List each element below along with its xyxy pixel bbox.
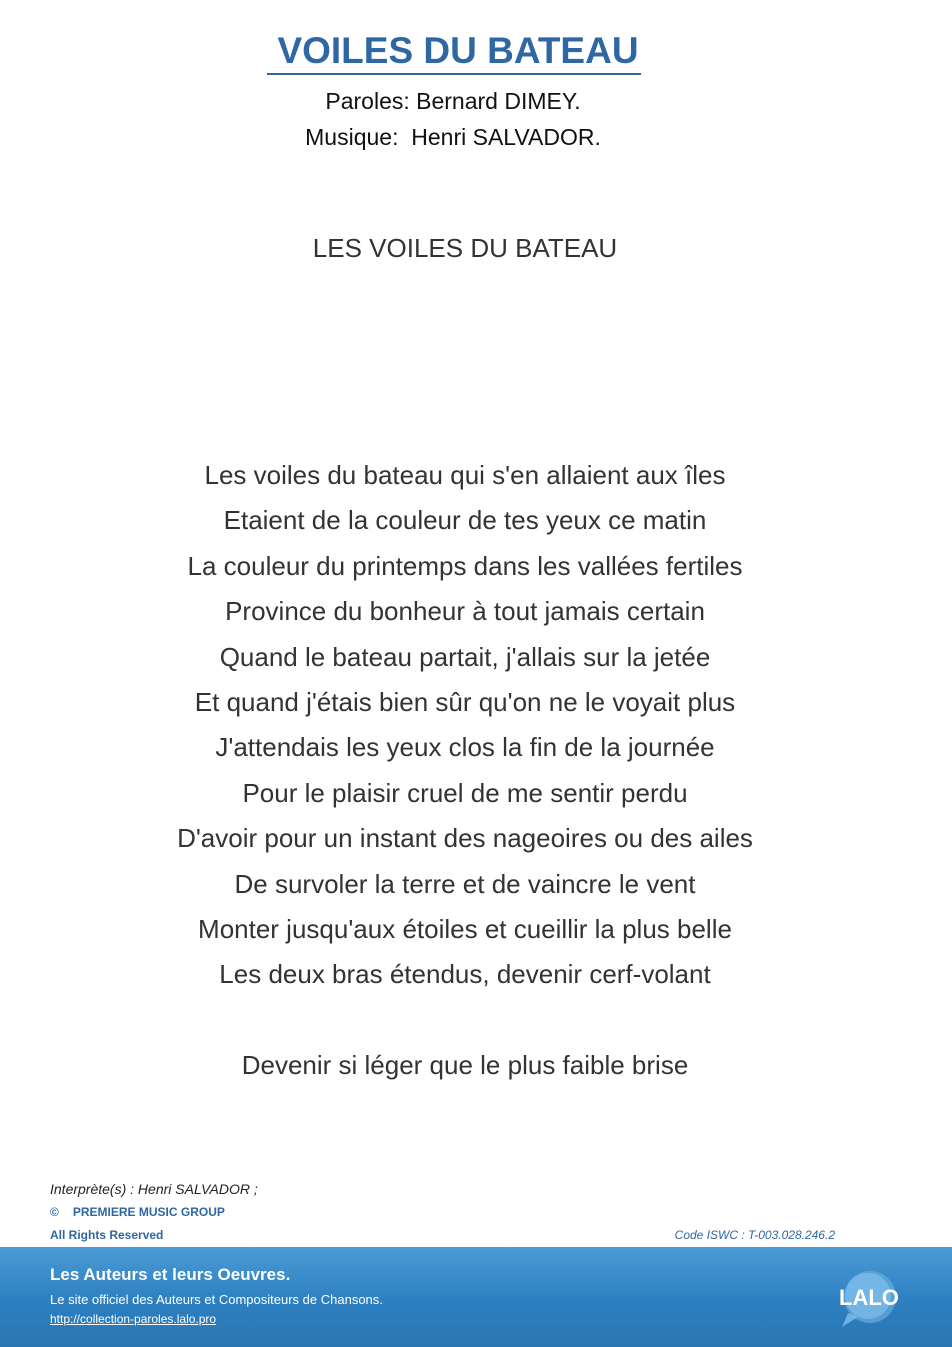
publisher-name: PREMIERE MUSIC GROUP — [72, 1205, 225, 1219]
interpreter-credit: Interprète(s) : Henri SALVADOR ; — [50, 1181, 258, 1197]
composer-credit: Musique: Henri SALVADOR. — [305, 124, 601, 150]
copyright-icon: © — [50, 1205, 59, 1219]
lyric-line: Quand le bateau partait, j'allais sur la jetée — [219, 641, 711, 672]
footer-website-link[interactable]: http://collection-paroles.lalo.pro — [50, 1312, 217, 1326]
lyric-line: De survoler la terre et de vaincre le vent — [234, 868, 696, 899]
lyric-line: Province du bonheur à tout jamais certain — [225, 596, 705, 627]
lyric-line: Les voiles du bateau qui s'en allaient aux îles — [204, 460, 726, 490]
copyright-line — [50, 1205, 225, 1219]
lyric-line: La couleur du printemps dans les vallées fertiles — [187, 550, 743, 581]
lyric-line: J'attendais les yeux clos la fin de la journée — [215, 732, 715, 763]
song-title-link[interactable]: VOILES DU BATEAU — [267, 30, 640, 75]
lyric-line: Devenir si léger que le plus faible brise — [241, 1050, 689, 1081]
footer-title: Les Auteurs et leurs Oeuvres. — [50, 1265, 291, 1284]
lyric-line: Monter jusqu'aux étoiles et cueillir la plus belle — [198, 913, 732, 944]
lyric-line: Etaient de la couleur de tes yeux ce matin — [223, 505, 707, 536]
lyrics-block — [0, 455, 930, 1090]
footer-banner — [0, 1247, 952, 1347]
stanza-gap — [0, 1000, 930, 1045]
logo-text: LALO — [839, 1285, 899, 1310]
lyric-line: Les deux bras étendus, devenir cerf-volant — [219, 959, 711, 990]
rights-reserved: All Rights Reserved — [50, 1228, 164, 1242]
song-title-heading — [0, 30, 952, 75]
lyric-line: D'avoir pour un instant des nageoires ou des ailes — [177, 823, 753, 854]
iswc-code: Code ISWC : T-003.028.246.2 — [674, 1228, 835, 1242]
lyricist-credit: Paroles: Bernard DIMEY. — [325, 88, 581, 114]
lyric-line: Pour le plaisir cruel de me sentir perdu — [242, 777, 688, 808]
footer-subtitle: Le site officiel des Auteurs et Compositeurs de Chansons. — [50, 1292, 383, 1307]
lyric-line: Et quand j'étais bien sûr qu'on ne le voyait plus — [194, 686, 736, 717]
song-subtitle: LES VOILES DU BATEAU — [312, 233, 618, 263]
lalo-logo-icon[interactable] — [834, 1267, 904, 1331]
